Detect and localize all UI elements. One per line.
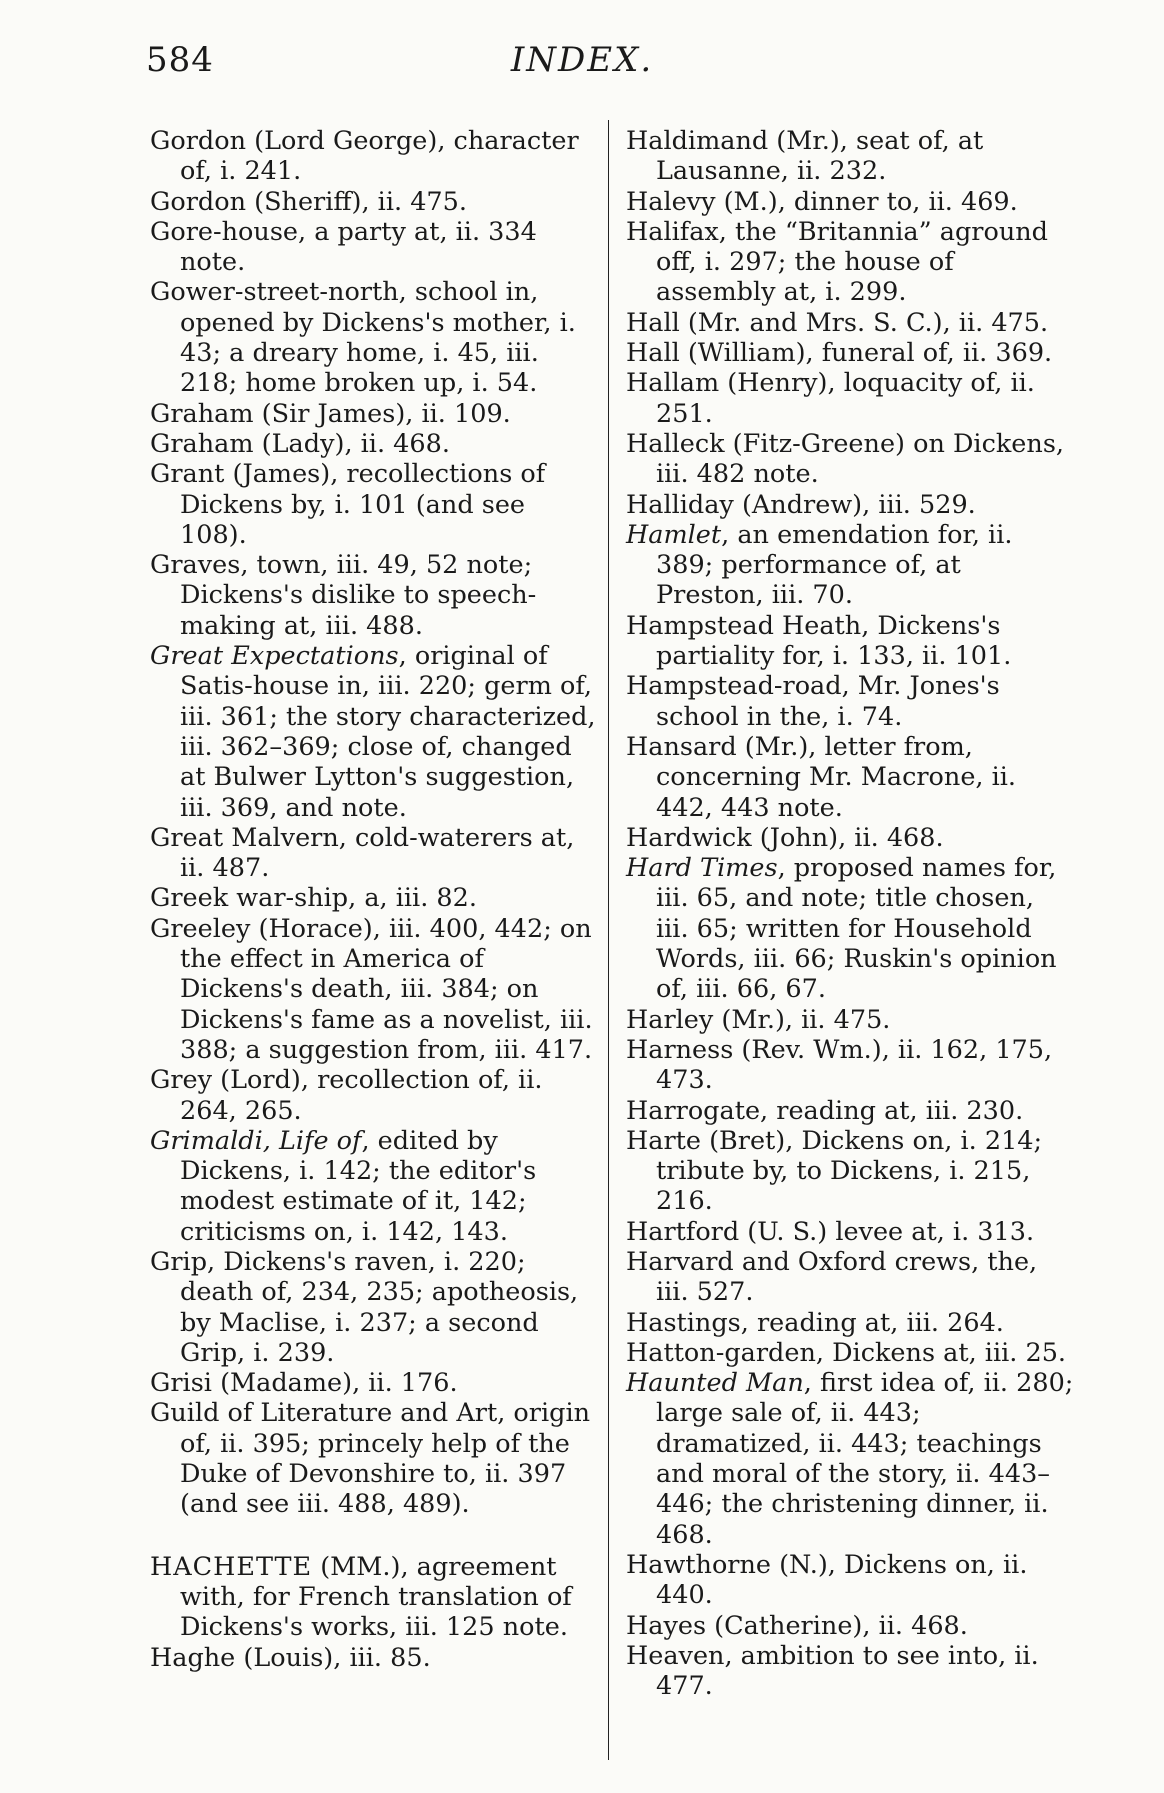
index-entry-text: Hampstead-road, Mr. Jones's school in the, i. 74. [626,671,1000,732]
index-entry-text: Harness (Rev. Wm.), ii. 162, 175, 473. [626,1034,1053,1096]
index-entry-heading: HACHETTE [150,1551,313,1582]
index-entry-heading: Hamlet [626,519,722,550]
index-entry [626,853,1074,1004]
index-entry-text: Hallam (Henry), loquacity of, ii. 251. [626,368,1035,429]
index-entry [626,217,1074,308]
index-entry [626,187,1074,217]
letter-section-gap [150,1520,598,1552]
index-column-left [150,126,598,1673]
index-entry-text: Harvard and Oxford crews, the, iii. 527. [626,1246,1038,1308]
index-entry-text: Greeley (Horace), iii. 400, 442; on the effect in America of Dickens's death, iii. 384; on Dickens's fame as a novelist, iii. 388; a suggestion from, iii. 417. [150,913,593,1065]
index-entry-text: Hampstead Heath, Dickens's partiality for, i. 133, ii. 101. [626,610,1012,672]
index-entry-text: Halliday (Andrew), iii. 529. [626,489,976,520]
index-entry [626,1035,1074,1096]
index-entry [626,429,1074,490]
index-entry [150,1065,598,1126]
index-entry-heading: Grimaldi, Life of [150,1125,362,1156]
index-entry-text: Graham (Lady), ii. 468. [150,428,450,459]
index-entry-text: Gordon (Sheriff), ii. 475. [150,186,467,217]
index-entry [626,1217,1074,1247]
index-entry-text: Grip, Dickens's raven, i. 220; death of, 234, 235; apotheosis, by Maclise, i. 237; a second Grip, i. 239. [150,1246,579,1368]
index-entry-text: Gordon (Lord George), character of, i. 241. [150,126,579,187]
index-entry [150,217,598,278]
index-entry-text: Hastings, reading at, iii. 264. [626,1307,1004,1338]
index-entry-text: Harte (Bret), Dickens on, i. 214; tribute by, to Dickens, i. 215, 216. [626,1125,1043,1217]
index-entry-text: Grisi (Madame), ii. 176. [150,1368,458,1399]
index-entry-text: , first idea of, ii. 280; large sale of, ii. 443; dramatized, ii. 443; teachings and moral of the story, ii. 443–446; the christening dinner, ii. 468. [656,1368,1074,1550]
index-entry [150,550,598,641]
index-entry-text: Gore-house, a party at, ii. 334 note. [150,216,537,278]
index-entry [626,1096,1074,1126]
index-entry [150,914,598,1065]
index-entry [626,308,1074,338]
index-entry [150,823,598,884]
index-entry [626,1550,1074,1611]
index-entry [626,671,1074,732]
index-entry-heading: Haunted Man [626,1368,804,1399]
index-entry [150,429,598,459]
index-entry-text: Hansard (Mr.), letter from, concerning Mr. Macrone, ii. 442, 443 note. [626,731,1017,823]
index-entry-text: Grey (Lord), recollection of, ii. 264, 265. [150,1065,543,1126]
index-entry-text: Hardwick (John), ii. 468. [626,822,944,853]
index-entry-text: Halleck (Fitz-Greene) on Dickens, iii. 482 note. [626,428,1065,490]
index-entry [626,1338,1074,1368]
column-divider [608,120,609,1760]
index-entry [626,1611,1074,1641]
index-entry-text: , original of Satis-house in, iii. 220; germ of, iii. 361; the story characterized, iii. 362–369; close of, changed at Bulwer Lytton's suggestion, iii. 369, and note. [180,641,596,823]
index-entry-text: (MM.), agreement with, for French translation of Dickens's works, iii. 125 note. [180,1551,572,1643]
index-entry [626,126,1074,187]
index-entry [626,1247,1074,1308]
index-entry-text: Hawthorne (N.), Dickens on, ii. 440. [626,1549,1028,1611]
index-entry-heading: Great Expectations [150,641,399,672]
index-entry [626,1126,1074,1217]
index-entry [150,187,598,217]
index-entry-text: Hayes (Catherine), ii. 468. [626,1610,968,1641]
index-entry-text: Haldimand (Mr.), seat of, at Lausanne, ii. 232. [626,126,984,187]
index-entry [150,1552,598,1643]
index-entry [626,823,1074,853]
index-entry [150,1368,598,1398]
index-entry-heading: Hard Times [626,853,778,884]
index-entry-text: Hall (William), funeral of, ii. 369. [626,338,1053,369]
index-entry-text: , proposed names for, iii. 65, and note; title chosen, iii. 65; written for Household Words, iii. 66; Ruskin's opinion of, iii. 66, 67. [656,853,1057,1005]
index-entry [150,459,598,550]
index-entry-text: Harrogate, reading at, iii. 230. [626,1095,1024,1126]
index-entry [626,1308,1074,1338]
index-entry [626,732,1074,823]
index-entry-text: Hartford (U. S.) levee at, i. 313. [626,1216,1035,1247]
index-entry [626,520,1074,611]
index-entry [150,1398,598,1519]
index-entry-text: Great Malvern, cold-waterers at, ii. 487. [150,822,575,884]
index-entry [150,1126,598,1247]
index-entry-text: Heaven, ambition to see into, ii. 477. [626,1640,1039,1702]
index-entry-text: Hatton-garden, Dickens at, iii. 25. [626,1337,1067,1368]
index-entry-text: Graves, town, iii. 49, 52 note; Dickens's dislike to speech-making at, iii. 488. [150,550,537,641]
index-entry [626,490,1074,520]
index-entry-text: , edited by Dickens, i. 142; the editor's modest estimate of it, 142; criticisms on, i. 142, 143. [180,1125,537,1247]
index-entry-text: Haghe (Louis), iii. 85. [150,1642,431,1673]
page-number: 584 [146,40,214,80]
index-entry-text: Gower-street-north, school in, opened by Dickens's mother, i. 43; a dreary home, i. 45, iii. 218; home broken up, i. 54. [150,277,576,399]
index-column-right [626,126,1074,1701]
index-entry-text: Harley (Mr.), ii. 475. [626,1004,891,1035]
index-entry-text: Graham (Sir James), ii. 109. [150,398,511,429]
index-entry-text: Guild of Literature and Art, origin of, ii. 395; princely help of the Duke of Devonshire to, ii. 397 (and see iii. 488, 489). [150,1398,591,1520]
page-title: INDEX. [510,40,654,80]
index-entry [150,126,598,187]
index-entry [626,338,1074,368]
index-entry-text: Greek war-ship, a, iii. 82. [150,883,477,914]
index-entry-text: Grant (James), recollections of Dickens by, i. 101 (and see 108). [150,459,546,550]
index-entry [150,1247,598,1368]
index-entry [150,1643,598,1673]
index-entry [626,1005,1074,1035]
index-entry [150,883,598,913]
index-entry-text: Halevy (M.), dinner to, ii. 469. [626,186,1018,217]
index-entry-text: Hall (Mr. and Mrs. S. C.), ii. 475. [626,307,1049,338]
index-entry [626,611,1074,672]
index-entry [150,399,598,429]
index-entry [626,1641,1074,1702]
index-entry-text: , an emendation for, ii. 389; performance of, at Preston, iii. 70. [656,519,1013,611]
index-entry-text: Halifax, the “Britannia” aground off, i. 297; the house of assembly at, i. 299. [626,216,1049,308]
index-entry [150,277,598,398]
index-entry [626,1368,1074,1550]
index-entry [626,368,1074,429]
index-entry [150,641,598,823]
